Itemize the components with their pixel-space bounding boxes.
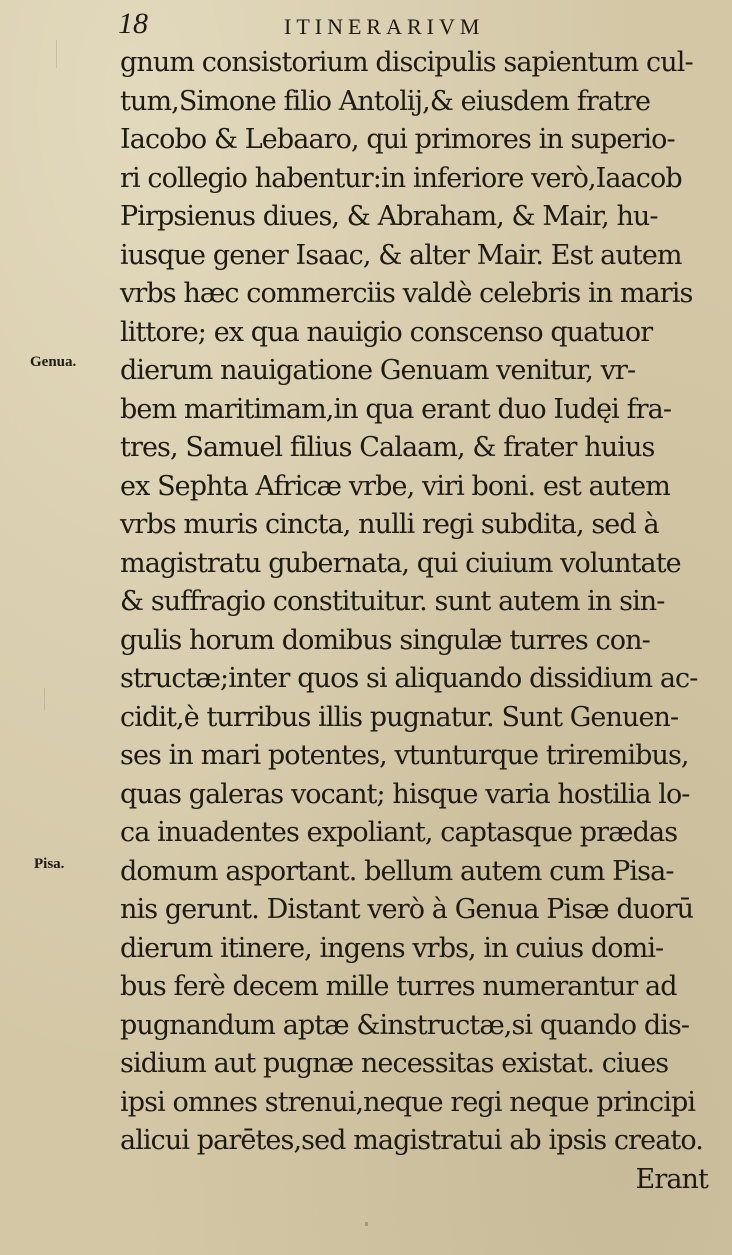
text-line: dierum itinere, ingens vrbs, in cuius domi- [120, 932, 664, 964]
text-line: ipsi omnes strenui,neque regi neque principi [120, 1086, 696, 1118]
paper-crease [44, 688, 45, 710]
paper-crease [56, 40, 57, 68]
text-line: quas galeras vocant; hisque varia hostilia lo- [120, 778, 690, 810]
text-line: alicui parētes,sed magistratui ab ipsis creato. [120, 1125, 703, 1156]
text-line: cidit,è turribus illis pugnatur. Sunt Genuen- [120, 701, 679, 733]
text-line: bem maritimam,in qua erant duo Iudęi fra- [120, 393, 672, 425]
text-line: ri collegio habentur:in inferiore verò,Iaacob [120, 162, 682, 194]
text-line: iusque gener Isaac, & alter Mair. Est autem [120, 239, 682, 271]
text-line: Pirpsienus diues, & Abraham, & Mair, hu- [120, 201, 658, 232]
text-line: Iacobo & Lebaaro, qui primores in superio- [120, 124, 675, 155]
text-line: littore; ex qua nauigio conscenso quatuor [120, 316, 653, 348]
text-line: vrbs muris cincta, nulli regi subdita, sed à [120, 509, 659, 540]
text-line: tres, Samuel filius Calaam, & frater huius [120, 432, 655, 463]
catchword: Erant [635, 1163, 708, 1195]
text-line: dierum nauigatione Genuam venitur, vr- [120, 355, 636, 386]
text-line: pugnandum aptæ &instructæ,si quando dis- [120, 1009, 690, 1041]
text-line: sidium aut pugnæ necessitas existat. ciues [120, 1048, 669, 1079]
text-line: ca inuadentes expoliant, captasque prædas [120, 817, 678, 848]
page-number: 18 [118, 7, 148, 40]
text-line: ses in mari potentes, vtunturque triremibus, [120, 740, 689, 771]
margin-note-pisa: Pisa. [34, 856, 65, 872]
margin-note-genua: Genua. [30, 354, 77, 370]
text-line: bus ferè decem mille turres numerantur ad [120, 971, 677, 1002]
ink-speck [365, 1222, 368, 1226]
running-head [118, 6, 678, 46]
text-line: structæ;inter quos si aliquando dissidium ac- [120, 663, 698, 694]
text-line: nis gerunt. Distant verò à Genua Pisæ duorū [120, 894, 694, 925]
text-line: tum,Simone filio Antolij,& eiusdem fratre [120, 85, 651, 117]
running-title: ITINERARIVM [284, 14, 485, 39]
text-line: gnum consistorium discipulis sapientum cul- [120, 47, 693, 78]
text-line: vrbs hæc commerciis valdè celebris in maris [120, 278, 693, 309]
text-line: & suffragio constituitur. sunt autem in sin- [120, 586, 665, 617]
text-line: ex Sephta Africæ vrbe, viri boni. est autem [120, 470, 670, 502]
text-line: gulis horum domibus singulæ turres con- [120, 624, 650, 656]
body-text [120, 44, 710, 1199]
text-line: domum asportant. bellum autem cum Pisa- [120, 855, 674, 887]
text-line: magistratu gubernata, qui ciuium voluntate [120, 547, 681, 579]
